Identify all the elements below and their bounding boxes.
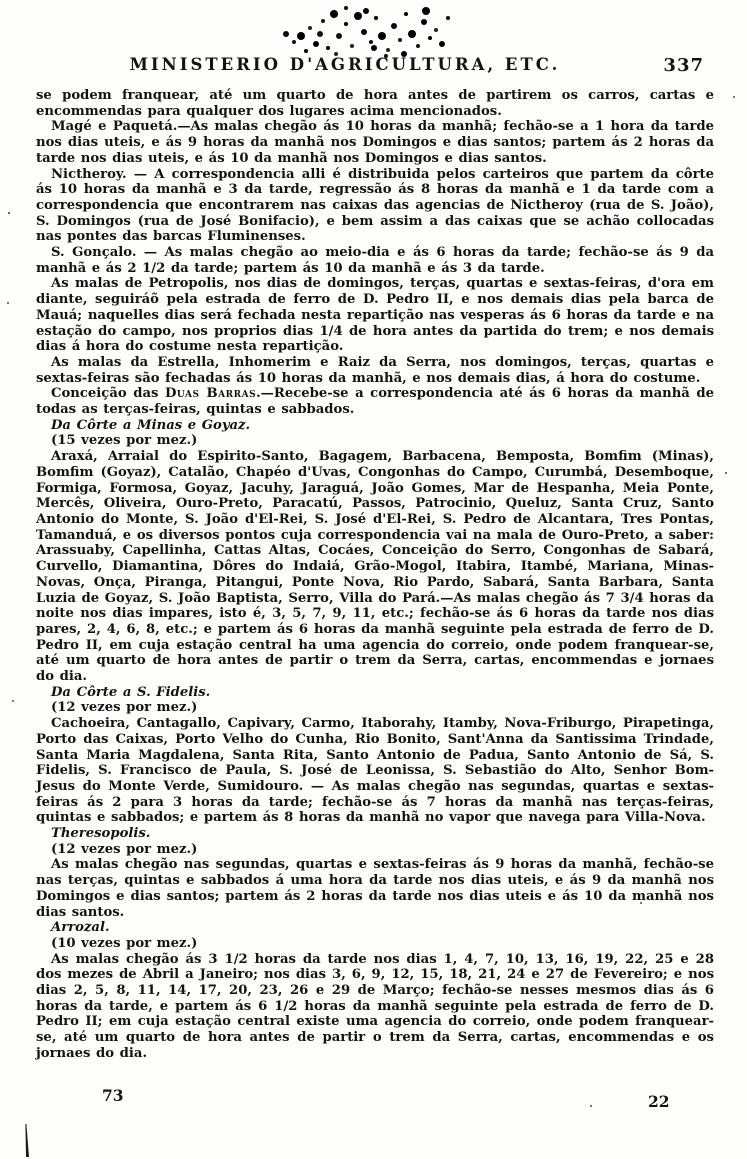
section-theresopolis — [36, 826, 714, 920]
paragraph-conceicao-duas-barras — [36, 386, 714, 417]
section-minas-goyaz — [36, 418, 714, 685]
conceicao-prefix: Conceição das — [51, 386, 165, 402]
section-title: Theresopolis. — [51, 826, 151, 842]
scan-specks — [0, 0, 2, 2]
section-title: Da Côrte a S. Fidelis. — [51, 684, 211, 700]
section-title: Da Côrte a Minas e Goyaz. — [51, 417, 251, 433]
section-text: Araxá, Arraial do Espirito-Santo, Bagagem, Barbacena, Bemposta, Bomfim (Minas), Bomfim (Goyaz), Catalão, Chapéo d'Uvas, Congonhas do Campo, Curumbá, Desemboque, Formiga, Formosa, Goyaz, Jacuhy, Jaraguá, João Gomes, Mar de Hespanha, Meia Ponte, Mercês, Oliveira, Ouro-Preto, Paracatú, Passos, Patrocinio, Queluz, Santa Cruz, Santo Antonio do Monte, S. João d'El-Rei, S. José d'El-Rei, S. Pedro de Alcantara, Tres Pontas, Tamanduá, e os diversos pontos cuja correspondencia vai na mala de Ouro-Preto, a saber: Arassuaby, Capellinha, Cattas Altas, Cocáes, Conceição do Serro, Congonhas de Sabará, Curvello, Diamantina, Dôres do Indaiá, Grão-Mogol, Itabira, Itambé, Mariana, Minas-Novas, Onça, Piranga, Pitangui, Ponte Nova, Rio Pardo, Sabará, Santa Barbara, Santa Luzia de Goyaz, S. João Baptista, Serro, Villa do Pará.—As malas chegão ás 7 3/4 horas da noite nos dias impares, isto é, 3, 5, 7, 9, 11, etc.; fechão-se ás 6 horas da tarde nos dias pares, 2, 4, 6, 8, etc.; e partem ás 6 horas da manhã seguinte pela estrada de ferro de D. Pedro II, em cuja estação central ha uma agencia do correio, onde podem franquear-se, até um quarto de hora antes de partir o trem da Serra, cartas, encommendas e jornaes do dia. — [36, 449, 714, 685]
conceicao-smallcaps: Duas Barras — [164, 386, 257, 402]
paragraph-s-goncalo: S. Gonçalo. — As malas chegão ao meio-dia e ás 6 horas da tarde; fechão-se ás 9 da manhã e ás 2 1/2 da tarde; partem ás 10 da manhã e ás 3 da tarde. — [36, 245, 714, 276]
section-frequency: (12 vezes por mez.) — [51, 700, 198, 716]
running-header — [36, 55, 714, 81]
page-number: 337 — [663, 55, 704, 76]
section-s-fidelis — [36, 685, 714, 826]
paragraph-petropolis: As malas de Petropolis, nos dias de domingos, terças, quartas e sextas-feiras, d'ora em diante, seguiráõ pela estrada de ferro de D. Pedro II, e nos demais dias pela barca de Mauá; naquelles dias será fechada nesta repartição nas vesperas ás 6 horas da tarde e na estação do campo, nos proprios dias 1/4 de hora antes da partida do trem; e nos demais dias á hora do costume nesta repartição. — [36, 276, 714, 355]
section-frequency: (12 vezes por mez.) — [51, 841, 198, 857]
section-arrozal — [36, 920, 714, 1061]
signature-mark-left: 73 — [102, 1086, 124, 1105]
signature-mark-right: 22 — [648, 1092, 670, 1111]
paragraph-intro: se podem franquear, até um quarto de hora antes de partirem os carros, cartas e encommendas para qualquer dos lugares acima mencionados. — [36, 88, 714, 119]
ink-smudge — [272, 2, 276, 6]
paragraph-estrella: As malas da Estrella, Inhomerim e Raiz da Serra, nos domingos, terças, quartas e sextas-feiras são fechadas ás 10 horas da manhã, e nos demais dias, á hora do costume. — [36, 354, 714, 386]
paragraph-mage-paqueta: Magé e Paquetá.—As malas chegão ás 10 horas da manhã; fechão-se a 1 hora da tarde nos dias uteis, e ás 9 horas da manhã nos Domingos e dias santos; partem ás 2 horas da tarde nos dias uteis, e ás 10 da manhã nos Domingos e dias santos. — [36, 119, 714, 166]
section-frequency: (15 vezes por mez.) — [51, 433, 198, 449]
paragraph-nictheroy: Nictheroy. — A correspondencia alli é distribuida pelos carteiros que partem da côrte ás 10 horas da manhã e 3 da tarde, regressão ás 8 horas da manhã e 1 da tarde com a correspondencia que encontrarem nas caixas das agencias de Nictheroy (rua de S. João), S. Domingos (rua de José Bonifacio), e bem assim a das caixas que se achão collocadas nas pontes das barcas Fluminenses. — [36, 166, 714, 245]
section-text: Cachoeira, Cantagallo, Capivary, Carmo, Itaborahy, Itamby, Nova-Friburgo, Pirapetinga, Porto das Caixas, Porto Velho do Cunha, Rio Bonito, Sant'Anna da Santissima Trindade, Santa Maria Magdalena, Santa Rita, Santo Antonio de Padua, Santo Antonio de Sá, S. Fidelis, S. Francisco de Paula, S. José de Leonissa, S. Sebastião do Alto, Senhor Bom-Jesus do Monte Verde, Sumidouro. — As malas chegão nas segundas, quartas e sextas-feiras ás 2 para 3 horas da tarde; fechão-se ás 7 horas da manhã nas terças-feiras, quintas e sabbados; e partem ás 8 horas da manhã no vapor que navega para Villa-Nova. — [36, 716, 714, 826]
conceicao-rest: .—Recebe-se a correspondencia até ás 6 horas da manhã de todas as terças-feiras, quintas e sabbados. — [36, 386, 714, 418]
section-text: As malas chegão ás 3 1/2 horas da tarde nos dias 1, 4, 7, 10, 13, 16, 19, 22, 25 e 28 dos mezes de Abril a Janeiro; nos dias 3, 6, 9, 12, 15, 18, 21, 24 e 27 de Fevereiro; e nos dias 2, 5, 8, 11, 14, 17, 20, 23, 26 e 29 de Março; fechão-se nesses mesmos dias ás 6 horas da tarde, e partem ás 6 1/2 horas da manhã seguinte pela estrada de ferro de D. Pedro II; em cuja estação central existe uma agencia do correio, onde podem franquear-se, até um quarto de hora antes de partir o trem da Serra, cartas, encommendas e os jornaes do dia. — [36, 951, 714, 1061]
page-title: MINISTERIO D'AGRICULTURA, ETC. — [129, 55, 561, 74]
section-frequency: (10 vezes por mez.) — [51, 935, 198, 951]
pen-mark — [24, 1124, 29, 1157]
section-text: As malas chegão nas segundas, quartas e sextas-feiras ás 9 horas da manhã, fechão-se nas terças, quintas e sabbados á uma hora da tarde nos dias uteis, e ás 9 da manhã nos Domingos e dias santos; partem ás 2 horas da tarde nos dias uteis e ás 10 da manhã nos dias santos. — [36, 857, 714, 920]
section-title: Arrozal. — [51, 920, 110, 936]
page-body — [36, 88, 714, 1062]
